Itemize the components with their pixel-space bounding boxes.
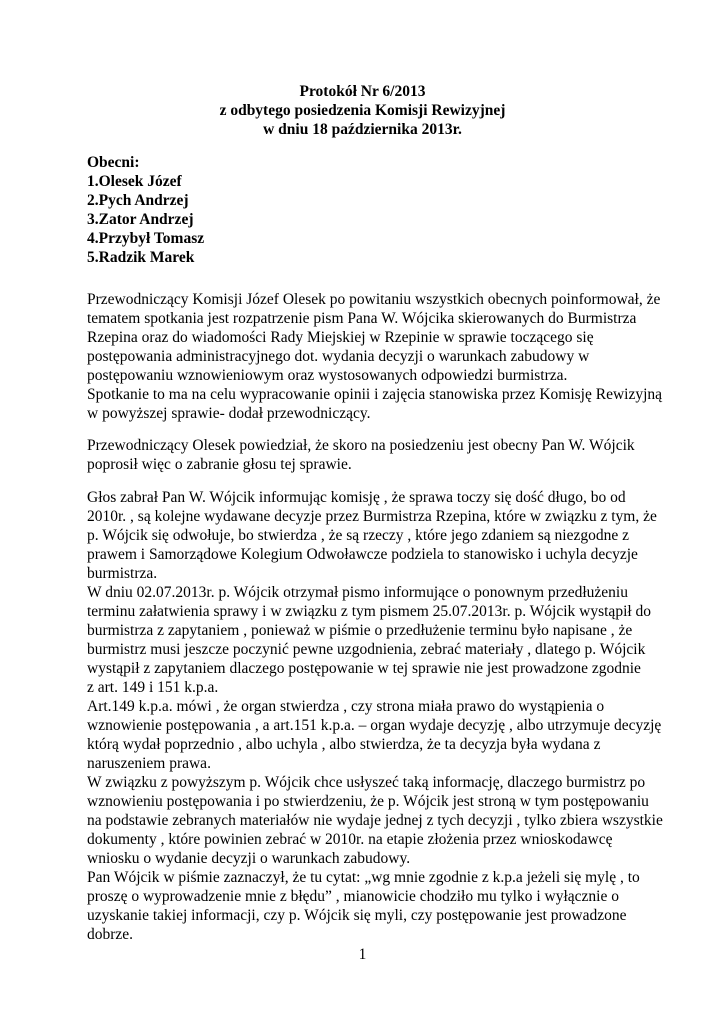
body-line: proszę o wyprowadzenie mnie z błędu” , mianowicie chodziło mu tylko i wyłącznie o (87, 888, 619, 905)
document-subtitle: z odbytego posiedzenia Komisji Rewizyjnej (219, 102, 506, 119)
body-line: Przewodniczący Komisji Józef Olesek po powitaniu wszystkich obecnych poinformował, że (87, 291, 661, 308)
body-line: tematem spotkania jest rozpatrzenie pism Pana W. Wójcika skierowanych do Burmistrza (87, 310, 637, 327)
body-line: burmistrz musi jeszcze poczynić pewne uzgodnienia, zebrać materiały , dlatego p. Wójcik (87, 641, 646, 658)
attendee: 3.Zator Andrzej (87, 211, 194, 228)
body-line: na podstawie zebranych materiałów nie wydaje jednej z tych decyzji , tylko zbiera wszystkie (87, 812, 663, 829)
body-line: wznowieniu postępowania i po stwierdzeniu, że p. Wójcik jest stroną w tym postępowaniu (87, 793, 649, 810)
body-line: z art. 149 i 151 k.p.a. (87, 679, 219, 696)
body-line: wniosku o wydanie decyzji o warunkach zabudowy. (87, 850, 411, 867)
body-line: burmistrza. (87, 565, 158, 582)
attendee: 4.Przybył Tomasz (87, 230, 205, 247)
body-line: naruszeniem prawa. (87, 755, 211, 772)
body-line: dobrze. (87, 926, 134, 943)
body-line: postępowania administracyjnego dot. wydania decyzji o warunkach zabudowy w (87, 348, 590, 365)
body-line: burmistrza z zapytaniem , ponieważ w piśmie o przedłużenie terminu było napisane , że (87, 622, 633, 639)
attendance-label: Obecni: (87, 154, 140, 171)
body-line: wznowienie postępowania , a art.151 k.p.a. – organ wydaje decyzję , albo utrzymuje decyzję (87, 717, 662, 734)
body-line: Głos zabrał Pan W. Wójcik informując komisję , że sprawa toczy się dość długo, bo od (87, 489, 626, 506)
attendee: 2.Pych Andrzej (87, 192, 189, 209)
body-line: poprosił więc o zabranie głosu tej sprawie. (87, 456, 352, 473)
body-line: 2010r. , są kolejne wydawane decyzje przez Burmistrza Rzepina, które w związku z tym, że (87, 508, 657, 525)
body-line: Przewodniczący Olesek powiedział, że skoro na posiedzeniu jest obecny Pan W. Wójcik (87, 437, 635, 454)
body-line: W dniu 02.07.2013r. p. Wójcik otrzymał pismo informujące o ponownym przedłużeniu (87, 584, 628, 601)
attendee: 1.Olesek Józef (87, 173, 182, 190)
document-date: w dniu 18 października 2013r. (263, 121, 462, 138)
body-line: w powyższej sprawie- dodał przewodniczący. (87, 405, 371, 422)
body-line: p. Wójcik się odwołuje, bo stwierdza , że są rzeczy , które jego zdaniem są niezgodne z (87, 527, 630, 544)
body-line: Rzepina oraz do wiadomości Rady Miejskiej w Rzepinie w sprawie toczącego się (87, 329, 594, 346)
document-title: Protokół Nr 6/2013 (299, 83, 426, 100)
body-line: Spotkanie to ma na celu wypracowanie opinii i zajęcia stanowiska przez Komisję Rewizyjną (87, 386, 663, 403)
body-line: wystąpił z zapytaniem dlaczego postępowanie w tej sprawie nie jest prowadzone zgodnie (87, 660, 641, 677)
page-number: 1 (358, 946, 367, 963)
body-line: Art.149 k.p.a. mówi , że organ stwierdza , czy strona miała prawo do wystąpienia o (87, 698, 605, 715)
body-line: terminu załatwienia sprawy i w związku z tym pismem 25.07.2013r. p. Wójcik wystąpił do (87, 603, 652, 620)
body-line: dokumenty , które powinien zebrać w 2010r. na etapie złożenia przez wnioskodawcę (87, 831, 613, 848)
body-line: prawem i Samorządowe Kolegium Odwoławcze podziela to stanowisko i uchyla decyzje (87, 546, 638, 563)
body-line: postępowaniu wznowieniowym oraz wystosowanych odpowiedzi burmistrza. (87, 367, 568, 384)
body-line: uzyskanie takiej informacji, czy p. Wójcik się myli, czy postępowanie jest prowadzone (87, 907, 627, 924)
attendee: 5.Radzik Marek (87, 249, 195, 266)
body-line: którą wydał poprzednio , albo uchyla , albo stwierdza, że ta decyzja była wydana z (87, 736, 601, 753)
body-line: Pan Wójcik w piśmie zaznaczył, że tu cytat: „wg mnie zgodnie z k.p.a jeżeli się mylę , to (87, 869, 640, 886)
body-line: W związku z powyższym p. Wójcik chce usłyszeć taką informację, dlaczego burmistrz po (87, 774, 646, 791)
